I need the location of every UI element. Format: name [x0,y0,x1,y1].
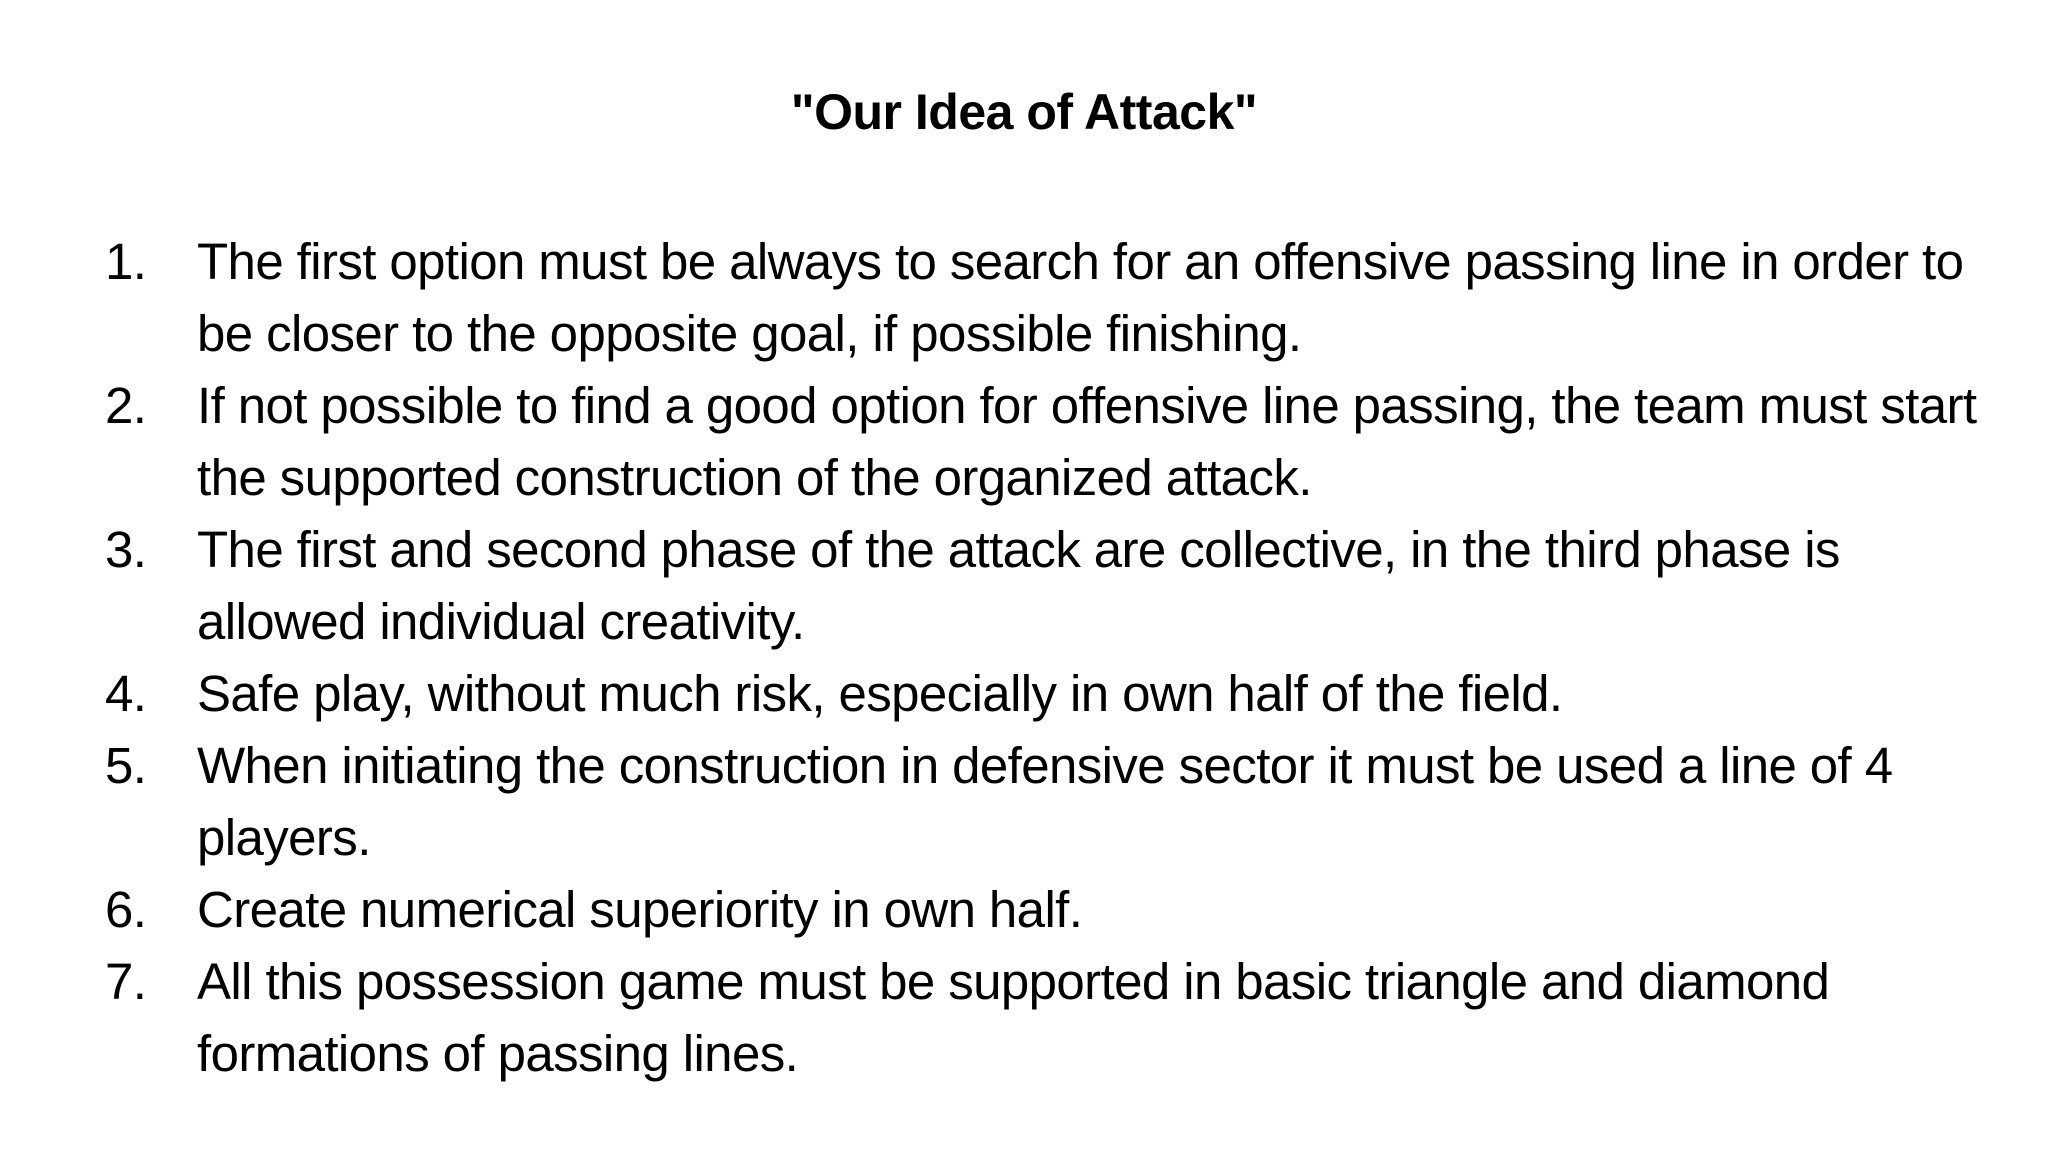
list-item-text: Create numerical superiority in own half. [197,881,1083,938]
list-item-text: All this possession game must be supported in basic triangle and diamond formations of passing lines. [197,953,1830,1082]
slide-title: "Our Idea of Attack" [790,84,1258,140]
list-item-text: The first and second phase of the attack are collective, in the third phase is allowed individual creativity. [197,521,1840,650]
list-item [105,730,1985,874]
list-item-number: 5. [105,737,147,794]
list-item-number: 2. [105,377,147,434]
list-item [105,226,1985,370]
list-item-number: 1. [105,233,147,290]
list-item-number: 7. [105,953,147,1010]
list-item-text: If not possible to find a good option for offensive line passing, the team must start the supported construction of the organized attack. [197,377,1977,506]
list-item [105,658,1985,730]
list-item-text: The first option must be always to search for an offensive passing line in order to be closer to the opposite goal, if possible finishing. [197,233,1964,362]
list-item-text: When initiating the construction in defensive sector it must be used a line of 4 players. [197,737,1893,866]
list-item [105,370,1985,514]
list-item [105,946,1985,1090]
list-item [105,514,1985,658]
numbered-list [105,226,1985,1090]
list-item-number: 4. [105,665,147,722]
list-item-number: 6. [105,881,147,938]
list-item-number: 3. [105,521,147,578]
list-item [105,874,1985,946]
list-item-text: Safe play, without much risk, especially in own half of the field. [197,665,1563,722]
